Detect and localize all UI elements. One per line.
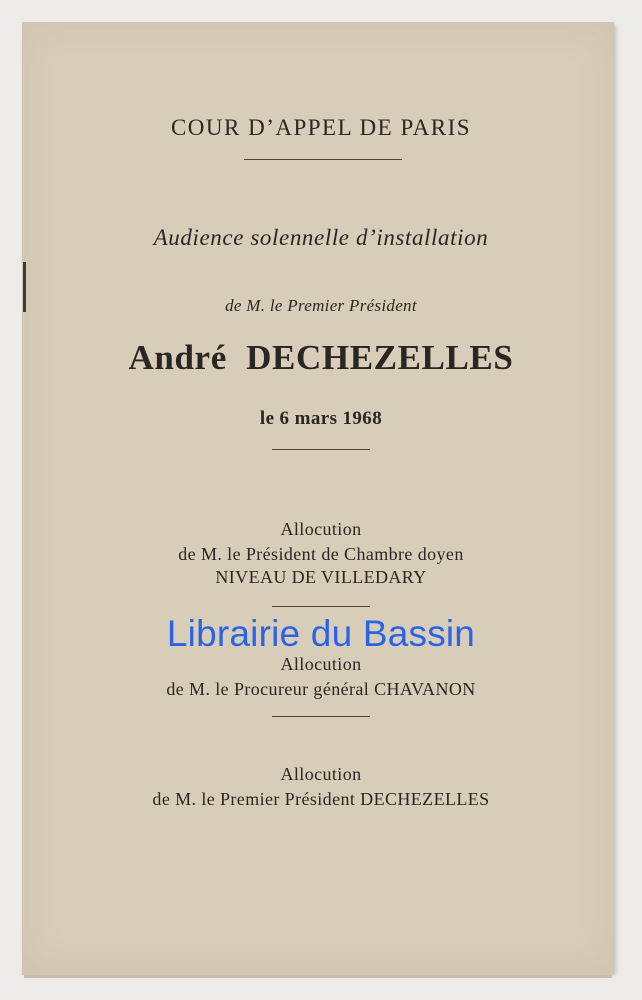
divider	[272, 716, 370, 717]
subtitle: de M. le Premier Président	[225, 296, 417, 315]
page-edge	[24, 975, 612, 978]
president-name: André DECHEZELLES	[128, 338, 514, 377]
watermark: Librairie du Bassin	[166, 613, 476, 654]
ceremony-date: le 6 mars 1968	[259, 408, 383, 429]
audience-title: Audience solennelle d’installation	[153, 225, 489, 250]
allocution-speaker-name: NIVEAU DE VILLEDARY	[215, 567, 427, 587]
allocution-speaker: de M. le Président de Chambre doyen	[178, 544, 464, 564]
allocution-speaker: de M. le Premier Président DECHEZELLES	[152, 789, 490, 809]
court-heading: COUR D’APPEL DE PARIS	[170, 115, 472, 140]
divider	[244, 159, 402, 160]
allocution-heading: Allocution	[280, 764, 362, 784]
allocution-heading: Allocution	[280, 654, 362, 674]
allocution-speaker: de M. le Procureur général CHAVANON	[166, 679, 476, 699]
divider	[272, 606, 370, 607]
divider	[272, 449, 370, 450]
booklet-cover	[22, 22, 614, 972]
allocution-heading: Allocution	[280, 519, 362, 539]
